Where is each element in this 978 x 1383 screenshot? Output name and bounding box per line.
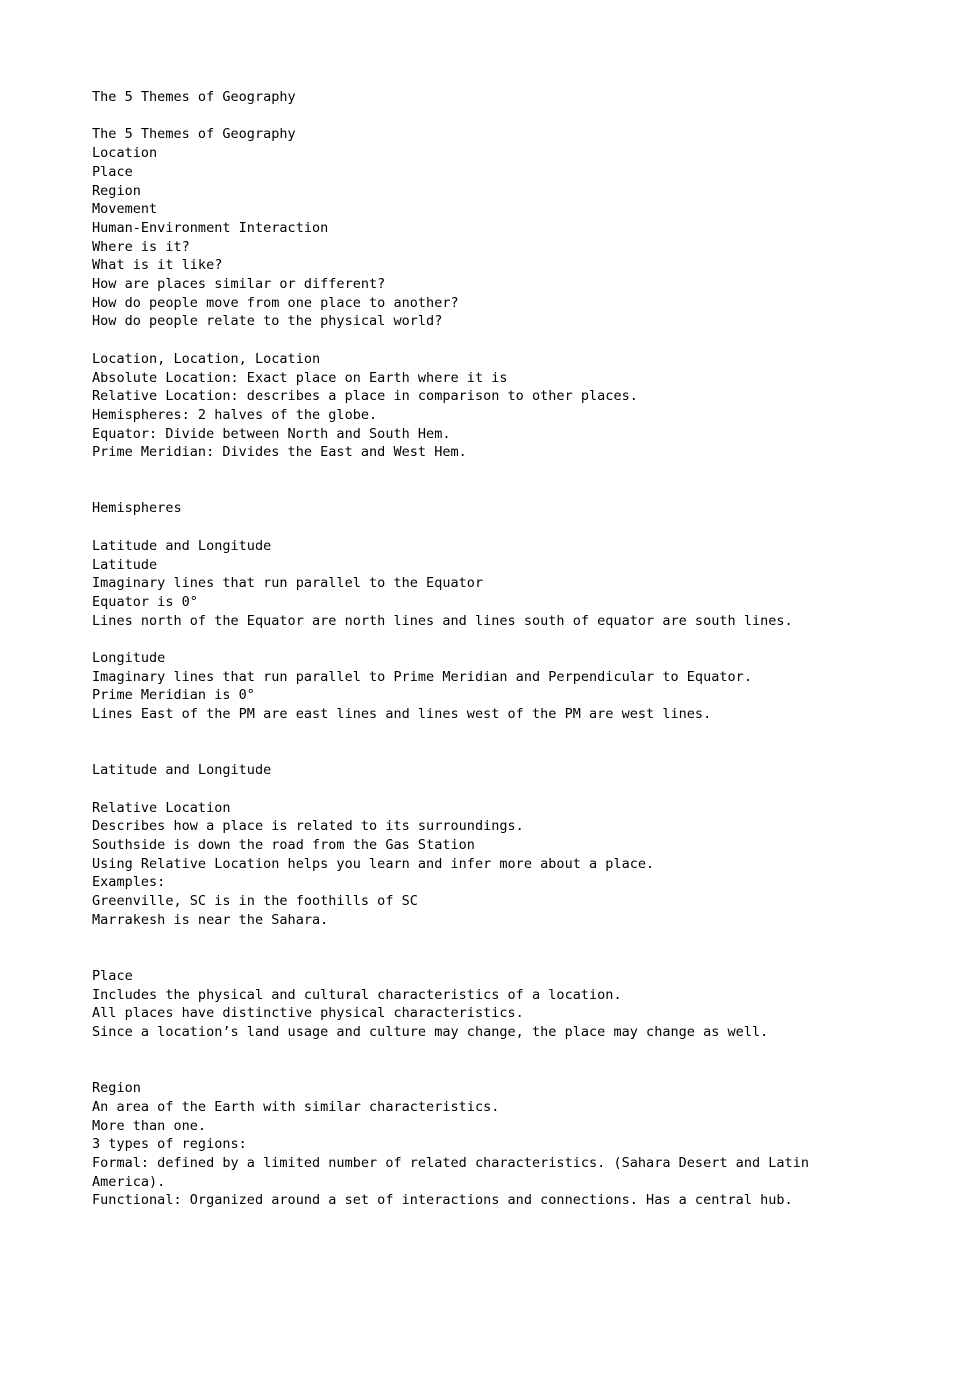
text-line: Relative Location (92, 799, 231, 816)
text-line: Hemispheres (92, 500, 182, 517)
text-line: Latitude and Longitude (92, 537, 272, 554)
text-line: Lines north of the Equator are north lines and lines south of equator are south lines. (92, 612, 793, 629)
text-line: Since a location’s land usage and culture may change, the place may change as well. (92, 1024, 769, 1041)
text-line: Region (92, 1080, 141, 1097)
text-line: Latitude (92, 556, 158, 573)
paragraph-gap (92, 780, 886, 799)
text-line: Imaginary lines that run parallel to Prime Meridian and Perpendicular to Equator. (92, 668, 752, 685)
text-block-region (92, 1079, 886, 1210)
text-line: Relative Location: describes a place in comparison to other places. (92, 388, 638, 405)
text-line: Absolute Location: Exact place on Earth where it is (92, 369, 508, 386)
text-block-latitude (92, 537, 886, 631)
text-line: Equator: Divide between North and South Hem. (92, 425, 451, 442)
text-line: How do people relate to the physical world? (92, 313, 443, 330)
text-line: Imaginary lines that run parallel to the Equator (92, 575, 484, 592)
text-line: Place (92, 163, 133, 180)
text-line: Prime Meridian is 0° (92, 687, 255, 704)
text-line: Latitude and Longitude (92, 762, 272, 779)
text-line: Marrakesh is near the Sahara. (92, 911, 329, 928)
text-line: Location, Location, Location (92, 350, 321, 367)
text-line: Region (92, 182, 141, 199)
text-line: Formal: defined by a limited number of related characteristics. (Sahara Desert and Latin America). (92, 1154, 818, 1190)
paragraph-gap (92, 724, 886, 761)
document-body (92, 88, 886, 1210)
text-line: What is it like? (92, 257, 223, 274)
text-block-relative-location (92, 799, 886, 930)
text-block-themes-overview (92, 125, 886, 331)
text-line: Longitude (92, 650, 166, 667)
text-line: Where is it? (92, 238, 190, 255)
text-line: Describes how a place is related to its surroundings. (92, 818, 524, 835)
paragraph-gap (92, 518, 886, 537)
text-line: Functional: Organized around a set of interactions and connections. Has a central hub. (92, 1192, 793, 1209)
text-line: The 5 Themes of Geography (92, 89, 296, 105)
text-line: 3 types of regions: (92, 1136, 247, 1153)
paragraph-gap (92, 930, 886, 967)
paragraph-gap (92, 107, 886, 126)
text-line: Hemispheres: 2 halves of the globe. (92, 406, 378, 423)
text-line: Examples: (92, 874, 166, 891)
text-line: How do people move from one place to another? (92, 294, 459, 311)
text-line: How are places similar or different? (92, 276, 386, 293)
text-block-header (92, 88, 886, 107)
text-line: An area of the Earth with similar characteristics. (92, 1098, 500, 1115)
text-block-place (92, 967, 886, 1042)
paragraph-gap (92, 462, 886, 499)
text-block-hemispheres (92, 499, 886, 518)
paragraph-gap (92, 331, 886, 350)
text-block-latitude-longitude-heading (92, 761, 886, 780)
text-line: Movement (92, 201, 158, 218)
text-line: Lines East of the PM are east lines and lines west of the PM are west lines. (92, 706, 712, 723)
text-block-longitude (92, 649, 886, 724)
text-line: Human-Environment Interaction (92, 219, 329, 236)
text-block-location-location-location (92, 350, 886, 462)
text-line: Prime Meridian: Divides the East and West Hem. (92, 444, 467, 461)
text-line: Equator is 0° (92, 593, 198, 610)
text-line: Greenville, SC is in the foothills of SC (92, 893, 418, 910)
text-line: Southside is down the road from the Gas Station (92, 837, 475, 854)
text-line: Location (92, 145, 158, 162)
text-line: Place (92, 967, 133, 984)
text-line: The 5 Themes of Geography (92, 126, 296, 143)
text-line: All places have distinctive physical characteristics. (92, 1005, 524, 1022)
text-line: Using Relative Location helps you learn and infer more about a place. (92, 855, 655, 872)
text-line: Includes the physical and cultural characteristics of a location. (92, 986, 622, 1003)
paragraph-gap (92, 630, 886, 649)
text-line: More than one. (92, 1117, 207, 1134)
paragraph-gap (92, 1042, 886, 1079)
